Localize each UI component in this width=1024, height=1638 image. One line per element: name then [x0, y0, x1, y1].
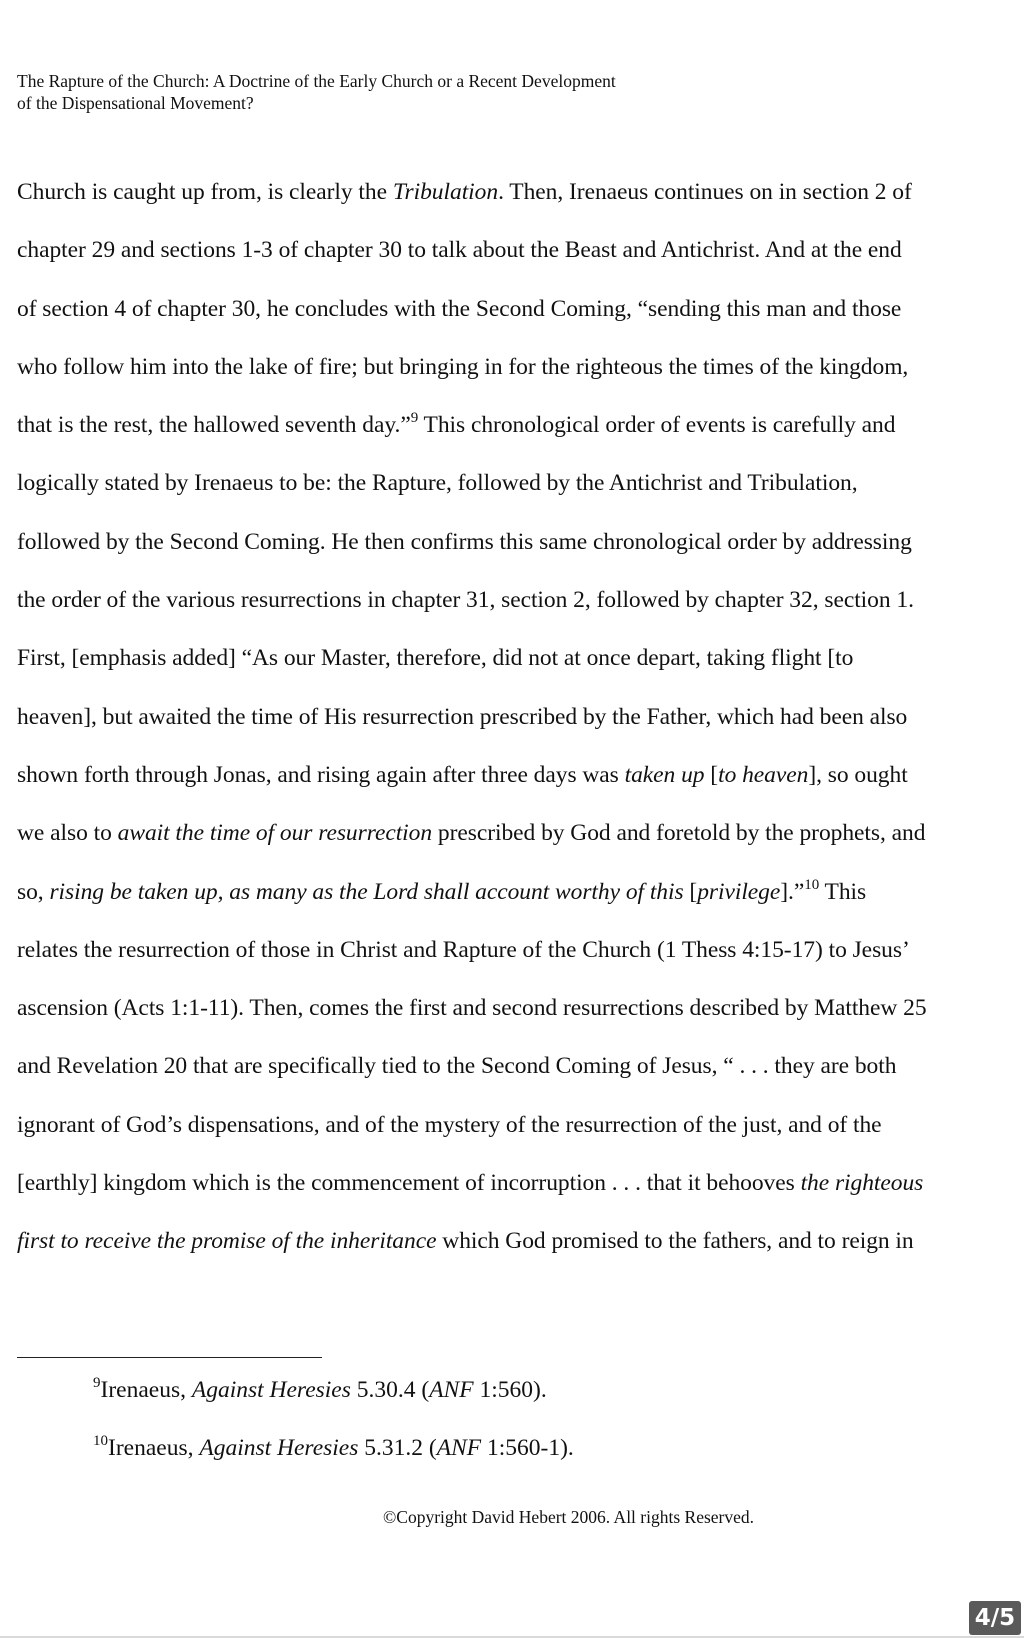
body-line [17, 513, 1024, 571]
copyright-notice: ©Copyright David Hebert 2006. All rights Reserved. [383, 1507, 755, 1527]
text-run: [earthly] kingdom which is the commencement of incorruption . . . that it behooves [17, 1170, 801, 1197]
text-run: ], so ought [808, 761, 908, 788]
italic-text: privilege [697, 878, 781, 905]
body-text [17, 163, 1024, 1271]
running-header [17, 70, 777, 114]
footnote-number: 10 [93, 1433, 108, 1449]
text-run: so, [17, 878, 50, 905]
text-run: and Revelation 20 that are specifically tied to the Second Coming of Jesus, “ . . . they are both [17, 1053, 897, 1080]
body-line [17, 454, 1024, 512]
text-run: who follow him into the lake of fire; but bringing in for the righteous the times of the kingdom, [17, 353, 909, 380]
italic-text: rising be taken up, as many as the Lord shall account worthy of this [49, 878, 684, 905]
italic-text: first to receive the promise of the inheritance [17, 1228, 437, 1255]
italic-text: the righteous [800, 1170, 924, 1197]
italic-text: ANF [436, 1435, 482, 1461]
text-run: heaven], but awaited the time of His resurrection prescribed by the Father, which had been also [17, 703, 908, 730]
text-run: followed by the Second Coming. He then confirms this same chronological order by addressing [17, 528, 912, 555]
body-line [17, 804, 1024, 862]
text-run: 5.31.2 ( [358, 1435, 437, 1461]
text-run: ascension (Acts 1:1-11). Then, comes the first and second resurrections described by Matthew 25 [17, 995, 927, 1022]
text-run: ignorant of God’s dispensations, and of the mystery of the resurrection of the just, and of the [17, 1111, 882, 1138]
footnote [93, 1419, 993, 1477]
text-run: that is the rest, the hallowed seventh day.” [17, 412, 411, 439]
italic-text: Tribulation [392, 179, 499, 205]
text-run: . Then, Irenaeus continues on in section 2 of [498, 179, 912, 205]
text-run: This chronological order of events is carefully and [418, 412, 896, 439]
footnote-marker: 10 [804, 876, 820, 893]
body-line [17, 1154, 1024, 1212]
body-line [17, 863, 1024, 921]
text-run: This [819, 878, 867, 905]
text-run: 1:560). [473, 1377, 547, 1403]
footnote-number: 9 [93, 1375, 101, 1391]
page-indicator: 4/5 [969, 1601, 1021, 1635]
footnote-divider [17, 1357, 322, 1358]
text-run: prescribed by God and foretold by the prophets, and [432, 820, 926, 847]
text-run: relates the resurrection of those in Christ and Rapture of the Church (1 Thess 4:15-17) to Jesus’ [17, 936, 910, 963]
body-line [17, 629, 1024, 687]
body-line [17, 688, 1024, 746]
text-run: logically stated by Irenaeus to be: the Rapture, followed by the Antichrist and Tribulation, [17, 470, 858, 497]
body-line [17, 338, 1024, 396]
text-run: chapter 29 and sections 1-3 of chapter 30 to talk about the Beast and Antichrist. And at the end [17, 237, 902, 264]
body-line [17, 746, 1024, 804]
header-line-2: of the Dispensational Movement? [17, 93, 254, 113]
body-line [17, 1212, 1024, 1270]
footnote-marker: 9 [410, 410, 419, 427]
body-line [17, 571, 1024, 629]
text-run: 1:560-1). [481, 1435, 574, 1461]
italic-text: Against Heresies [191, 1377, 351, 1403]
italic-text: Against Heresies [199, 1435, 359, 1461]
text-run: Irenaeus, [100, 1377, 192, 1403]
text-run: shown forth through Jonas, and rising again after three days was [17, 761, 625, 788]
footnote [93, 1361, 993, 1419]
text-run: we also to [17, 820, 118, 847]
footnotes [93, 1361, 993, 1477]
text-run: [ [683, 878, 698, 905]
body-line [17, 221, 1024, 279]
italic-text: await the time of our resurrection [117, 820, 433, 847]
header-line-1: The Rapture of the Church: A Doctrine of the Early Church or a Recent Development [17, 71, 616, 91]
text-run: 5.30.4 ( [350, 1377, 430, 1403]
text-run: of section 4 of chapter 30, he concludes with the Second Coming, “sending this man and those [17, 295, 902, 322]
body-line [17, 921, 1024, 979]
text-run: Church is caught up from, is clearly the [17, 179, 393, 205]
text-run: ].” [780, 878, 805, 905]
italic-text: to heaven [718, 761, 809, 788]
body-line [17, 1037, 1024, 1095]
text-run: the order of the various resurrections in chapter 31, section 2, followed by chapter 32, section 1. [17, 587, 914, 614]
body-line [17, 979, 1024, 1037]
text-run: First, [emphasis added] “As our Master, therefore, did not at once depart, taking flight [to [17, 645, 854, 672]
body-line [17, 396, 1024, 454]
text-run: [ [704, 761, 719, 788]
text-run: which God promised to the fathers, and to reign in [436, 1228, 914, 1255]
body-line [17, 163, 1024, 221]
text-run: Irenaeus, [108, 1435, 200, 1461]
body-line [17, 1096, 1024, 1154]
body-line [17, 280, 1024, 338]
italic-text: ANF [429, 1377, 474, 1403]
italic-text: taken up [624, 761, 705, 788]
